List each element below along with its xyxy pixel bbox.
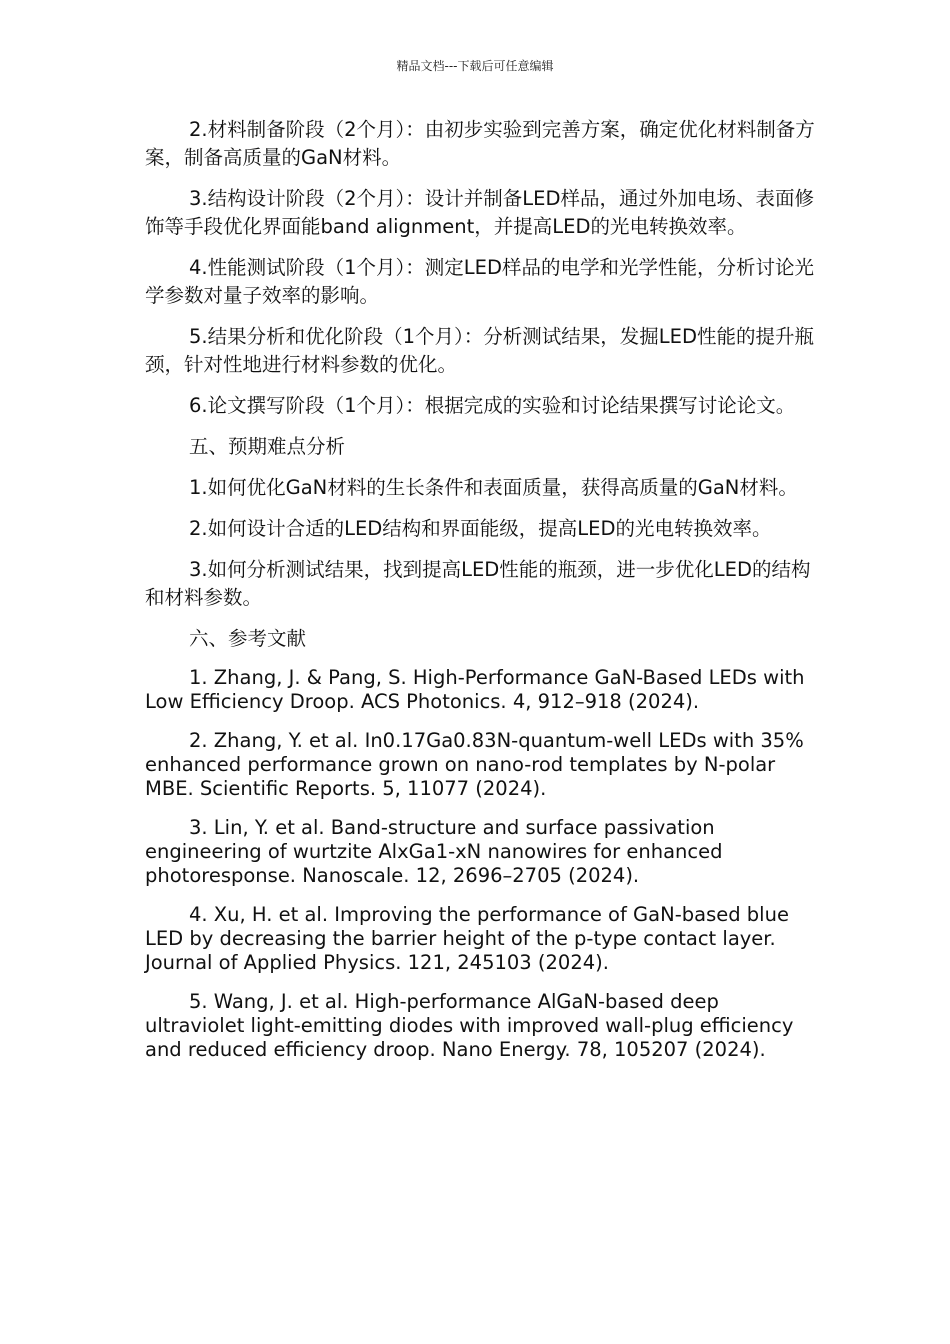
reference-item-2: 2. Zhang, Y. et al. In0.17Ga0.83N-quantum-well LEDs with 35% enhanced performance grown on nano-rod templates by N-polar MBE. Scientific Reports. 5, 11077 (2024). (145, 729, 804, 800)
reference-item-5: 5. Wang, J. et al. High-performance AlGaN-based deep ultraviolet light-emitting diodes with improved wall-plug efficiency and reduced efficiency droop. Nano Energy. 78, 105207 (2024). (145, 990, 794, 1061)
reference-item-1: 1. Zhang, J. & Pang, S. High-Performance GaN-Based LEDs with Low Efficiency Droop. ACS Photonics. 4, 912–918 (2024). (145, 666, 805, 713)
section-heading-difficulties: 五、预期难点分析 (189, 435, 346, 458)
difficulty-item-2: 2.如何设计合适的LED结构和界面能级，提高LED的光电转换效率。 (189, 517, 772, 540)
stage-item-2: 2.材料制备阶段（2个月）：由初步实验到完善方案，确定优化材料制备方案，制备高质量的GaN材料。 (145, 118, 815, 169)
reference-item-4: 4. Xu, H. et al. Improving the performance of GaN-based blue LED by decreasing the barrier height of the p-type contact layer. Journal of Applied Physics. 121, 245103 (2024). (145, 903, 789, 974)
page-header: 精品文档---下载后可任意编辑 (396, 59, 554, 73)
section-heading-references: 六、参考文献 (189, 627, 307, 650)
difficulty-item-1: 1.如何优化GaN材料的生长条件和表面质量，获得高质量的GaN材料。 (189, 476, 798, 499)
difficulty-item-3: 3.如何分析测试结果，找到提高LED性能的瓶颈，进一步优化LED的结构和材料参数。 (145, 558, 811, 609)
stage-item-3: 3.结构设计阶段（2个月）：设计并制备LED样品，通过外加电场、表面修饰等手段优化界面能band alignment，并提高LED的光电转换效率。 (145, 187, 814, 238)
stage-item-6: 6.论文撰写阶段（1个月）：根据完成的实验和讨论结果撰写讨论论文。 (189, 394, 796, 417)
document-body (145, 116, 820, 1077)
stage-item-4: 4.性能测试阶段（1个月）：测定LED样品的电学和光学性能，分析讨论光学参数对量子效率的影响。 (145, 256, 814, 307)
stage-item-5: 5.结果分析和优化阶段（1个月）：分析测试结果，发掘LED性能的提升瓶颈，针对性地进行材料参数的优化。 (145, 325, 814, 376)
reference-item-3: 3. Lin, Y. et al. Band-structure and surface passivation engineering of wurtzite AlxGa1-xN nanowires for enhanced photoresponse. Nanoscale. 12, 2696–2705 (2024). (145, 816, 723, 887)
